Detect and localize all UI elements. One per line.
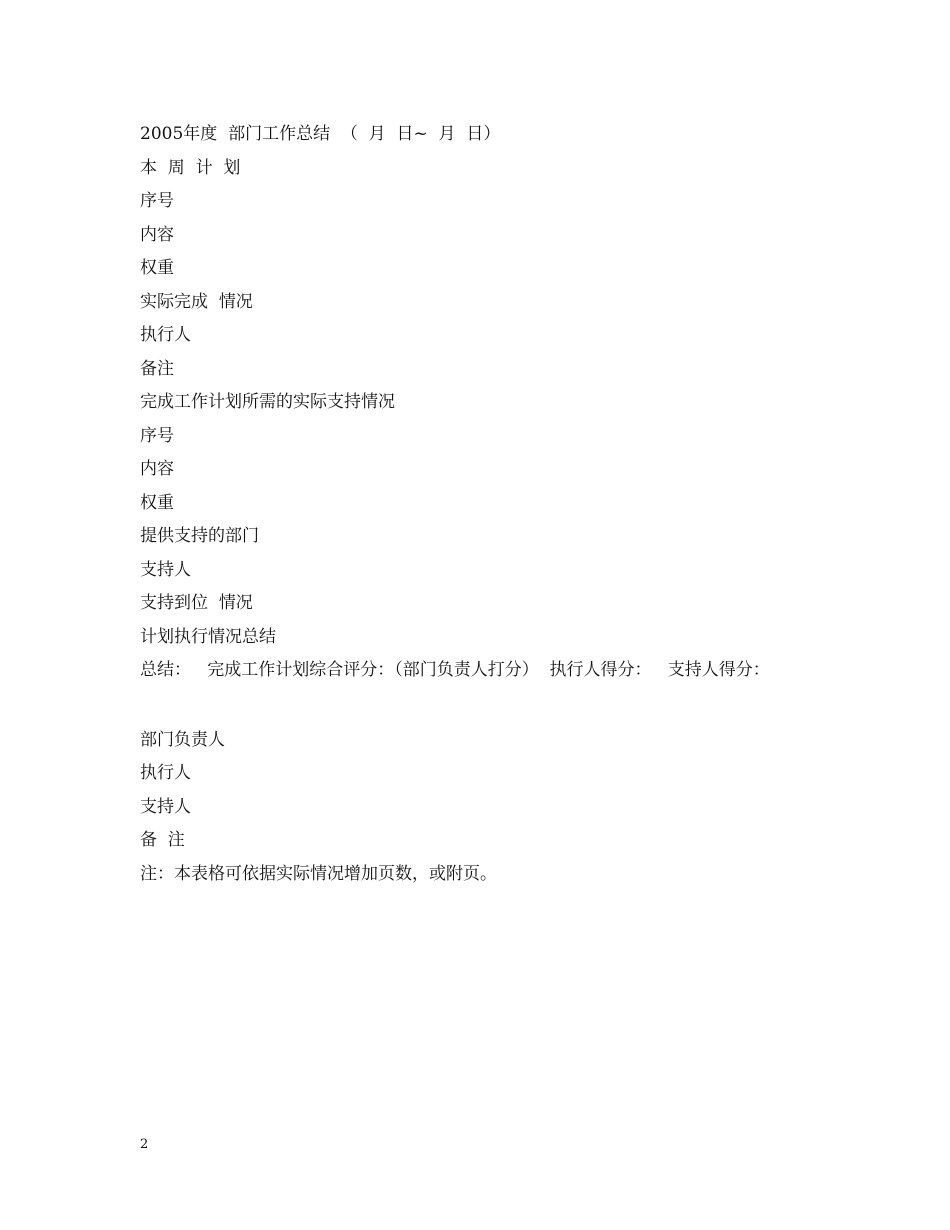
field-label-support-status: 支持到位 情况 [140,593,253,613]
field-label-executor: 执行人 [140,325,191,345]
field-label-support-department: 提供支持的部门 [140,526,259,546]
field-label-remarks: 备注 [140,358,174,379]
field-label-content-2: 内容 [140,459,174,479]
signature-label-remarks: 备 注 [140,830,185,850]
field-label-weight: 权重 [140,258,174,278]
field-label-serial-number-2: 序号 [140,425,174,446]
section-heading-support-needed: 完成工作计划所需的实际支持情况 [140,392,395,412]
field-label-supporter: 支持人 [140,559,191,580]
blank-gap [140,688,860,724]
field-label-actual-completion: 实际完成 情况 [140,291,253,312]
field-label-content: 内容 [140,224,174,245]
page-number: 2 [140,1137,149,1152]
document-title: 2005年度 部门工作总结 （ 月 日~ 月 日） [140,124,501,144]
signature-label-executor: 执行人 [140,763,191,783]
signature-label-department-head: 部门负责人 [140,729,225,750]
section-heading-weekly-plan: 本 周 计 划 [140,157,241,178]
summary-scoring-line: 总结： 完成工作计划综合评分：（部门负责人打分） 执行人得分： 支持人得分： [140,660,770,680]
field-label-weight-2: 权重 [140,492,174,513]
section-heading-execution-summary: 计划执行情况总结 [140,626,276,647]
signature-label-supporter: 支持人 [140,796,191,817]
document-body [140,118,860,891]
field-label-serial-number: 序号 [140,191,174,211]
footnote: 注：本表格可依据实际情况增加页数，或附页。 [140,863,497,884]
